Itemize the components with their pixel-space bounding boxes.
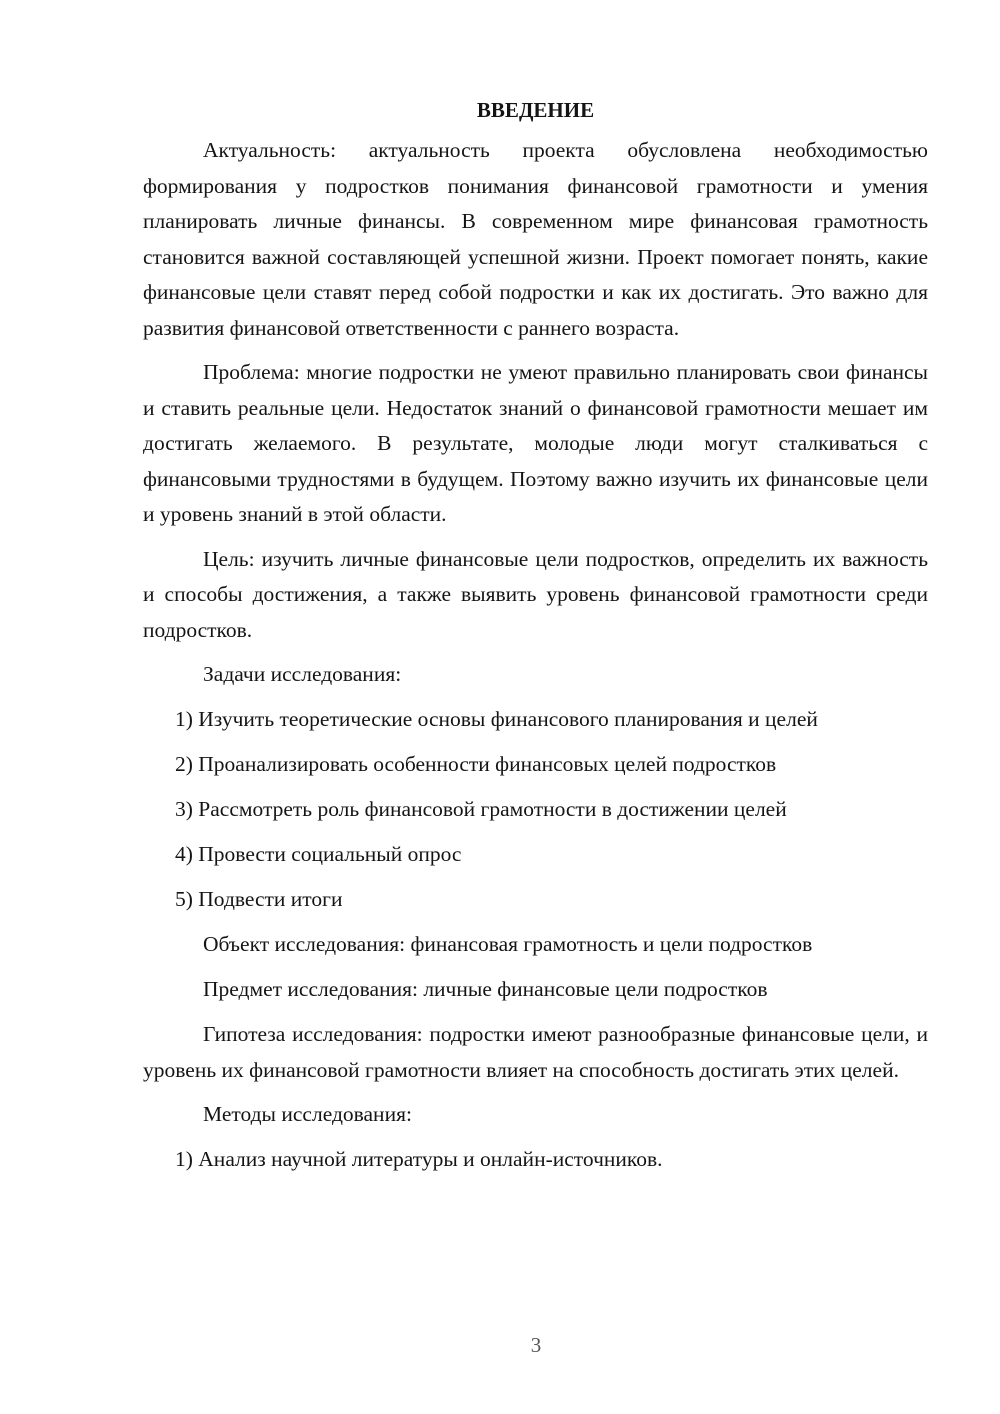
research-object: Объект исследования: финансовая грамотность и цели подростков [203,932,813,956]
methods-heading: Методы исследования: [203,1102,412,1126]
task-item-1: 1) Изучить теоретические основы финансового планирования и целей [175,707,818,731]
hypothesis-paragraph: Гипотеза исследования: подростки имеют разнообразные финансовые цели, и уровень их финансовой грамотности влияет на способность достигать этих целей. [143,1022,928,1082]
problem-paragraph: Проблема: многие подростки не умеют правильно планировать свои финансы и ставить реальные цели. Недостаток знаний о финансовой грамотности мешает им достигать желаемого. В результате, молодые люди могут сталкиваться с финансовыми трудностями в будущем. Поэтому важно изучить их финансовые цели и уровень знаний в этой области. [143,360,928,526]
relevance-paragraph: Актуальность: актуальность проекта обусловлена необходимостью формирования у подростков понимания финансовой грамотности и умения планировать личные финансы. В современном мире финансовая грамотность становится важной составляющей успешной жизни. Проект помогает понять, какие финансовые цели ставят перед собой подростки и как их достигать. Это важно для развития финансовой ответственности с раннего возраста. [143,138,928,340]
page-number: 3 [530,1333,542,1357]
research-subject: Предмет исследования: личные финансовые цели подростков [203,977,768,1001]
task-item-2: 2) Проанализировать особенности финансовых целей подростков [175,752,777,776]
page-content [143,93,928,1187]
method-item-1: 1) Анализ научной литературы и онлайн-источников. [175,1147,663,1171]
task-item-4: 4) Провести социальный опрос [175,842,462,866]
task-item-5: 5) Подвести итоги [175,887,343,911]
tasks-heading: Задачи исследования: [203,662,402,686]
goal-paragraph: Цель: изучить личные финансовые цели подростков, определить их важность и способы достижения, а также выявить уровень финансовой грамотности среди подростков. [143,546,928,642]
task-item-3: 3) Рассмотреть роль финансовой грамотности в достижении целей [175,797,787,821]
section-title: ВВЕДЕНИЕ [476,98,595,122]
